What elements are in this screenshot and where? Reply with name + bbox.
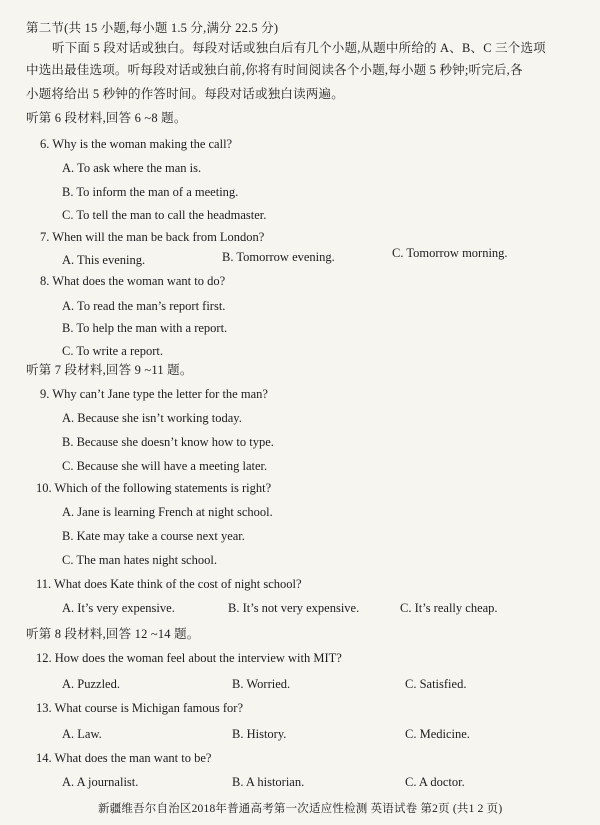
- question-12-option-a: A. Puzzled.: [62, 677, 120, 691]
- group-heading-7: 听第 7 段材料,回答 9 ~11 题。: [26, 363, 193, 377]
- instruction-line-1: 听下面 5 段对话或独白。每段对话或独白后有几个小题,从题中所给的 A、B、C 三个选项: [52, 41, 546, 55]
- question-7-option-a: A. This evening.: [62, 253, 146, 267]
- question-14-option-a: A. A journalist.: [62, 775, 139, 789]
- question-9-option-a: A. Because she isn’t working today.: [62, 411, 242, 425]
- question-9-option-b: B. Because she doesn’t know how to type.: [62, 435, 274, 449]
- question-9-option-c: C. Because she will have a meeting later.: [62, 459, 268, 473]
- question-11-option-c: C. It’s really cheap.: [400, 601, 498, 615]
- section-heading: 第二节(共 15 小题,每小题 1.5 分,满分 22.5 分): [26, 21, 279, 35]
- question-10-option-b: B. Kate may take a course next year.: [62, 529, 245, 543]
- question-8-option-b: B. To help the man with a report.: [62, 321, 228, 335]
- question-6-option-a: A. To ask where the man is.: [62, 161, 202, 175]
- question-7-stem: 7. When will the man be back from London?: [40, 230, 265, 244]
- question-13-option-a: A. Law.: [62, 727, 102, 741]
- group-heading-6: 听第 6 段材料,回答 6 ~8 题。: [26, 111, 187, 125]
- question-14-stem: 14. What does the man want to be?: [36, 751, 212, 765]
- question-7-option-b: B. Tomorrow evening.: [222, 250, 335, 264]
- question-10-stem: 10. Which of the following statements is right?: [36, 481, 272, 495]
- question-9-stem: 9. Why can’t Jane type the letter for the man?: [40, 387, 268, 401]
- question-6-option-c: C. To tell the man to call the headmaster.: [62, 208, 267, 222]
- question-13-stem: 13. What course is Michigan famous for?: [36, 701, 244, 715]
- instruction-line-3: 小题将给出 5 秒钟的作答时间。每段对话或独白读两遍。: [26, 87, 344, 101]
- question-13-option-c: C. Medicine.: [405, 727, 470, 741]
- page-footer: 新疆维吾尔自治区2018年普通高考第一次适应性检测 英语试卷 第2页 (共1 2 页): [98, 803, 503, 815]
- question-11-stem: 11. What does Kate think of the cost of night school?: [36, 577, 302, 591]
- question-8-option-c: C. To write a report.: [62, 344, 163, 358]
- question-14-option-b: B. A historian.: [232, 775, 305, 789]
- question-14-option-c: C. A doctor.: [405, 775, 465, 789]
- question-11-option-a: A. It’s very expensive.: [62, 601, 175, 615]
- question-8-stem: 8. What does the woman want to do?: [40, 274, 226, 288]
- instruction-line-2: 中选出最佳选项。听每段对话或独白前,你将有时间阅读各个小题,每小题 5 秒钟;听完后,各: [26, 63, 523, 77]
- question-12-option-b: B. Worried.: [232, 677, 291, 691]
- question-6-option-b: B. To inform the man of a meeting.: [62, 185, 239, 199]
- question-13-option-b: B. History.: [232, 727, 287, 741]
- question-10-option-c: C. The man hates night school.: [62, 553, 217, 567]
- question-6-stem: 6. Why is the woman making the call?: [40, 137, 233, 151]
- question-7-option-c: C. Tomorrow morning.: [392, 246, 508, 260]
- question-12-option-c: C. Satisfied.: [405, 677, 467, 691]
- group-heading-8: 听第 8 段材料,回答 12 ~14 题。: [26, 627, 200, 641]
- question-11-option-b: B. It’s not very expensive.: [228, 601, 360, 615]
- question-8-option-a: A. To read the man’s report first.: [62, 299, 226, 313]
- question-10-option-a: A. Jane is learning French at night school.: [62, 505, 273, 519]
- question-12-stem: 12. How does the woman feel about the interview with MIT?: [36, 651, 342, 665]
